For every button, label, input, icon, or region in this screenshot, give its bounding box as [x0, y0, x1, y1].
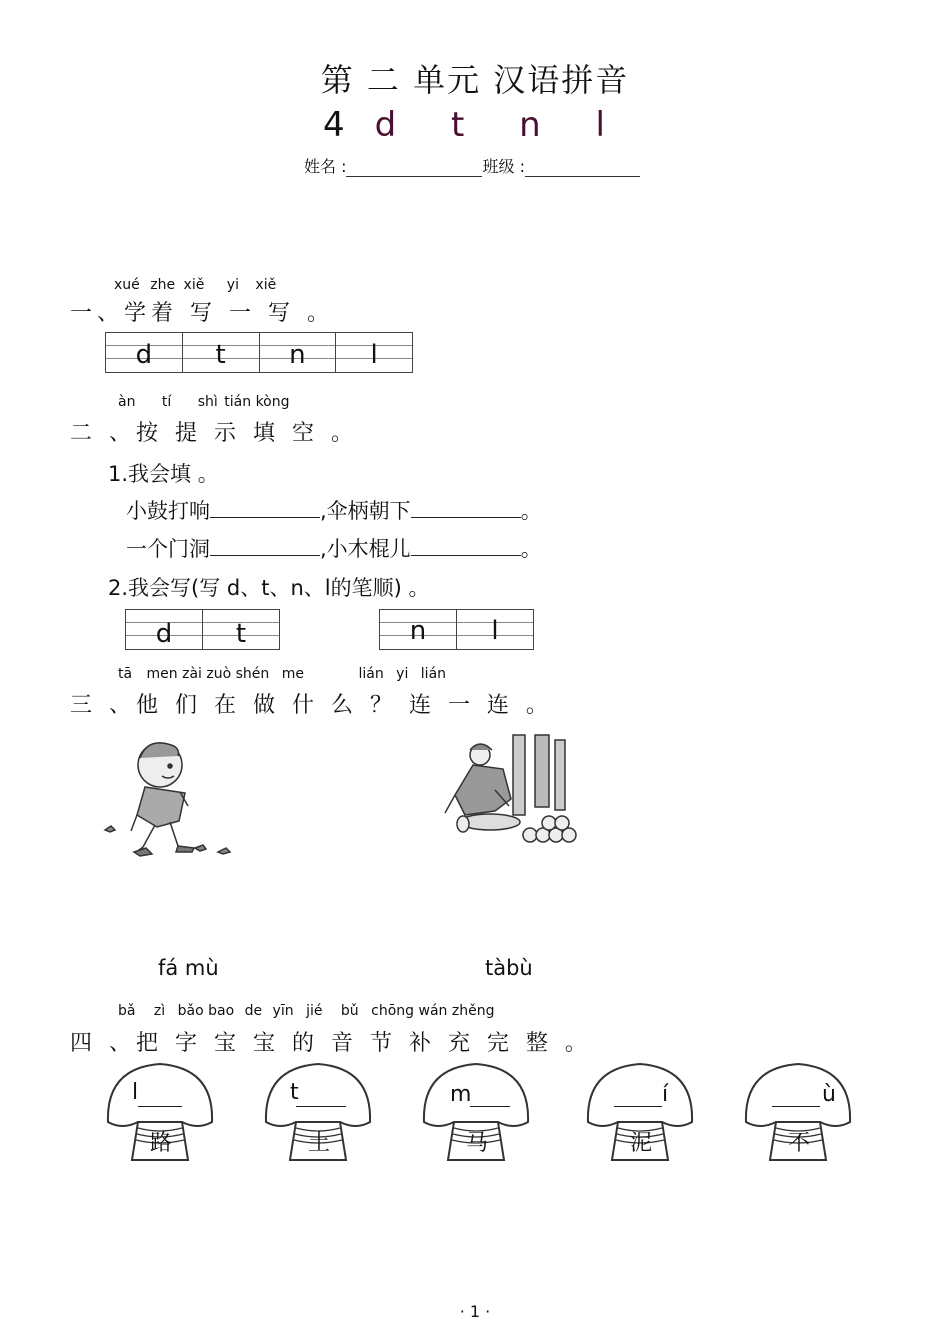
grid-cell[interactable] [126, 610, 203, 649]
pinyin-syllable: zuò [206, 666, 232, 682]
woodcutter-illustration[interactable] [435, 730, 585, 850]
student-info [304, 154, 640, 177]
punctuation: 。 [520, 537, 542, 561]
fill-prompt: 小鼓打响 [126, 499, 210, 523]
grid-letter: t [215, 340, 226, 370]
fill-prompt: ,小木棍儿 [320, 537, 411, 561]
pinyin-syllable: xiě [255, 277, 277, 293]
mushroom-hint: m [450, 1082, 472, 1107]
writing-grid-1 [105, 332, 413, 373]
page-title: 第 二 单元 汉语拼音 [320, 61, 630, 99]
fill-blank[interactable] [411, 516, 521, 518]
section3-pinyin [118, 666, 446, 682]
mushroom-hint: ù [822, 1082, 836, 1107]
pinyin-syllable: chōng [371, 1003, 415, 1019]
mushroom-card[interactable] [742, 1060, 854, 1164]
pinyin-syllable: xué [114, 277, 140, 293]
grid-cell[interactable] [183, 333, 260, 372]
answer-blank[interactable] [296, 1106, 346, 1107]
section2-title: 二 、按 提 示 填 空 。 [70, 421, 358, 446]
mushroom-character: 泥 [629, 1131, 652, 1156]
section4-pinyin [118, 1003, 494, 1019]
lesson-heading [0, 105, 950, 145]
grid-cell[interactable] [380, 610, 457, 649]
section2-pinyin [118, 394, 290, 410]
pinyin-syllable: wán [418, 1003, 448, 1019]
fill-blank[interactable] [210, 554, 320, 556]
activity-label-right: tàbù [485, 956, 533, 980]
pinyin-syllable: zì [153, 1003, 166, 1019]
fill-blank[interactable] [411, 554, 521, 556]
section1-title: 一、学着 写 一 写 。 [70, 301, 334, 326]
page-number: · 1 · [459, 1302, 491, 1321]
answer-blank[interactable] [772, 1106, 820, 1107]
pinyin-syllable: yi [396, 666, 409, 682]
pinyin-syllable: men [146, 666, 178, 682]
grid-letter: l [370, 340, 378, 370]
pinyin-syllable: tián [224, 394, 252, 410]
mushroom-hint: í [662, 1082, 669, 1107]
fill-line-2 [126, 533, 542, 563]
fill-blank[interactable] [210, 516, 320, 518]
fill-prompt: 一个门洞 [126, 537, 210, 561]
pinyin-syllable: shì [197, 394, 218, 410]
grid-cell[interactable] [106, 333, 183, 372]
pinyin-syllable: zhěng [451, 1003, 495, 1019]
pinyin-syllable: me [281, 666, 305, 682]
grid-letter: l [491, 616, 499, 646]
section4-title: 四 、把 字 宝 宝 的 音 节 补 充 完 整 。 [70, 1031, 592, 1056]
fill-prompt: ,伞柄朝下 [320, 499, 411, 523]
class-field[interactable] [525, 158, 640, 177]
pinyin-syllable: zài [182, 666, 202, 682]
pinyin-syllable: zhe [150, 277, 176, 293]
name-field[interactable] [346, 158, 482, 177]
grid-cell[interactable] [203, 610, 279, 649]
mushroom-character: 马 [465, 1131, 488, 1156]
mushroom-character: 不 [787, 1131, 810, 1156]
lesson-letters: d t n l [374, 105, 627, 145]
pinyin-syllable: tí [161, 394, 172, 410]
grid-letter: n [409, 616, 427, 646]
answer-blank[interactable] [614, 1106, 662, 1107]
mushroom-card[interactable] [420, 1060, 532, 1164]
grid-letter: d [135, 340, 153, 370]
pinyin-syllable: lián [420, 666, 447, 682]
sub2-title: 2.我会写(写 d、t、n、l的笔顺) 。 [108, 576, 430, 600]
pinyin-syllable: lián [358, 666, 384, 682]
pinyin-syllable: xiě [183, 277, 205, 293]
pinyin-syllable: bao [208, 1003, 235, 1019]
pinyin-syllable: bǔ [340, 1003, 359, 1019]
pinyin-syllable: bǎo [177, 1003, 204, 1019]
section1-pinyin [114, 277, 276, 293]
mushroom-card[interactable] [584, 1060, 696, 1164]
answer-blank[interactable] [138, 1106, 182, 1107]
lesson-number: 4 [323, 105, 345, 145]
mushroom-character: 土 [307, 1131, 330, 1156]
writing-grid-2b [379, 609, 534, 650]
pinyin-syllable: shén [235, 666, 270, 682]
boy-walking-illustration[interactable] [100, 730, 240, 860]
pinyin-syllable: jié [306, 1003, 323, 1019]
grid-cell[interactable] [457, 610, 533, 649]
pinyin-syllable: kòng [255, 394, 290, 410]
pinyin-syllable: tā [118, 666, 133, 682]
sub1-title: 1.我会填 。 [108, 462, 219, 486]
pinyin-syllable: yīn [272, 1003, 294, 1019]
mushroom-card[interactable] [104, 1060, 216, 1164]
pinyin-syllable: bǎ [118, 1003, 136, 1019]
mushroom-hint: t [290, 1080, 299, 1105]
grid-letter: t [235, 619, 247, 649]
class-label: 班级 : [482, 157, 525, 176]
grid-cell[interactable] [260, 333, 337, 372]
fill-line-1 [126, 495, 542, 525]
activity-label-left: fá mù [158, 956, 219, 980]
answer-blank[interactable] [470, 1106, 510, 1107]
punctuation: 。 [520, 499, 542, 523]
mushroom-character: 路 [149, 1131, 172, 1156]
mushroom-hint: l [132, 1080, 139, 1105]
pinyin-syllable: de [244, 1003, 263, 1019]
writing-grid-2a [125, 609, 280, 650]
grid-letter: d [155, 619, 173, 649]
grid-cell[interactable] [336, 333, 412, 372]
pinyin-syllable: yi [226, 277, 239, 293]
pinyin-syllable: àn [118, 394, 136, 410]
section3-title: 三 、他 们 在 做 什 么 ？ 连 一 连 。 [70, 693, 553, 718]
name-label: 姓名 : [304, 157, 347, 176]
grid-letter: n [289, 340, 306, 370]
mushroom-card[interactable] [262, 1060, 374, 1164]
